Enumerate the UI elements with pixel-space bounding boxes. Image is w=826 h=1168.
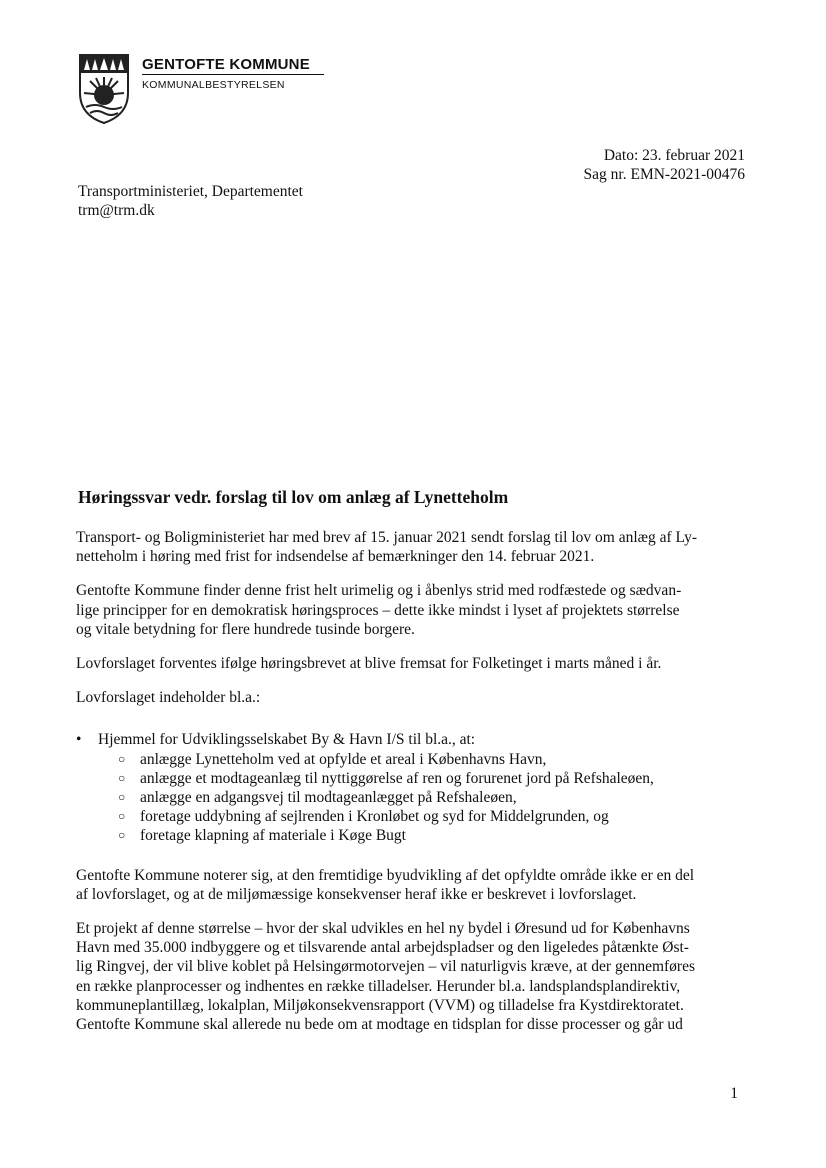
sub-list-item [118, 807, 748, 826]
document-title: Høringssvar vedr. forslag til lov om anlæg af Lynetteholm [78, 487, 509, 507]
text-line: og vitale betydning for flere hundrede tusinde borgere. [76, 620, 415, 638]
paragraph-6 [76, 919, 748, 1034]
sub-list-item [118, 788, 748, 807]
sub-list-item [118, 750, 748, 769]
paragraph-5 [76, 866, 748, 904]
text-line: en række planprocesser og indhentes en række tilladelser. Herunder bl.a. landsplandsplandirektiv, [76, 977, 681, 995]
sub-item-text: foretage klapning af materiale i Køge Bugt [140, 827, 406, 845]
text-line: kommuneplantillæg, lokalplan, Miljøkonsekvensrapport (VVM) og tilladelse fra Kystdirektoratet. [76, 996, 684, 1014]
sub-item-text: foretage uddybning af sejlrenden i Kronløbet og syd for Middelgrunden, og [140, 808, 609, 826]
circle-bullet-icon: ○ [118, 751, 126, 766]
bullet-text: Hjemmel for Udviklingsselskabet By & Havn I/S til bl.a., at: [98, 731, 476, 749]
paragraph-4 [76, 688, 748, 707]
circle-bullet-icon: ○ [118, 828, 126, 843]
paragraph-3 [76, 654, 748, 673]
sub-item-text: anlægge en adgangsvej til modtageanlægget på Refshaleøen, [140, 789, 517, 807]
document-meta [584, 146, 745, 184]
recipient-email: trm@trm.dk [78, 202, 155, 219]
text-line: Gentofte Kommune finder denne frist helt urimelig og i åbenlys strid med rodfæstede og sædvan- [76, 582, 682, 600]
text-line: Transport- og Boligministeriet har med brev af 15. januar 2021 sendt forslag til lov om anlæg af Ly- [76, 529, 698, 546]
bullet-list [76, 730, 748, 845]
document-date: Dato: 23. februar 2021 [603, 147, 745, 164]
text-line: Havn med 35.000 indbyggere og et tilsvarende antal arbejdspladser og den ligeledes påtænkte Øst- [76, 939, 689, 957]
document-body [76, 528, 748, 1049]
text-line: Et projekt af denne størrelse – hvor der skal udvikles en hel ny bydel i Øresund ud for Københavns [76, 920, 690, 938]
text-line: lige principper for en demokratisk høringsproces – dette ikke mindst i lyset af projektets størrelse [76, 601, 680, 619]
organization-name: GENTOFTE KOMMUNE [142, 56, 310, 73]
circle-bullet-icon: ○ [118, 809, 126, 824]
sub-list-item [118, 826, 748, 845]
text-line: Gentofte Kommune noterer sig, at den fremtidige byudvikling af det opfyldte område ikke er en del [76, 866, 695, 884]
page-number: 1 [730, 1085, 738, 1102]
organization-subtitle: KOMMUNALBESTYRELSEN [142, 79, 285, 91]
sub-item-text: anlægge Lynetteholm ved at opfylde et areal i Københavns Havn, [140, 750, 547, 768]
bullet-dot-icon: • [76, 731, 82, 749]
sub-item-text: anlægge et modtageanlæg til nyttiggørelse af ren og forurenet jord på Refshaleøen, [140, 769, 654, 787]
sub-list-item [118, 769, 748, 788]
circle-bullet-icon: ○ [118, 770, 126, 785]
municipality-coat-of-arms-logo [78, 53, 130, 125]
recipient-block [78, 182, 303, 220]
text-line: Lovforslaget forventes ifølge høringsbrevet at blive fremsat for Folketinget i marts måned i år. [76, 655, 662, 673]
sub-list [98, 750, 748, 846]
text-line: Lovforslaget indeholder bl.a.: [76, 689, 261, 707]
text-line: af lovforslaget, og at de miljømæssige konsekvenser heraf ikke er beskrevet i lovforslaget. [76, 885, 637, 903]
text-line: lig Ringvej, der vil blive koblet på Helsingørmotorvejen – vil naturligvis kræve, at der gennemføres [76, 958, 696, 976]
text-line: netteholm i høring med frist for indsendelse af bemærkninger den 14. februar 2021. [76, 548, 595, 566]
case-number: Sag nr. EMN-2021-00476 [583, 166, 745, 183]
paragraph-2 [76, 581, 748, 639]
circle-bullet-icon: ○ [118, 790, 126, 805]
bullet-item [76, 730, 748, 845]
recipient-name: Transportministeriet, Departementet [78, 183, 303, 200]
text-line: Gentofte Kommune skal allerede nu bede om at modtage en tidsplan for disse processer og går ud [76, 1016, 683, 1034]
paragraph-1 [76, 528, 748, 566]
header-divider [142, 74, 324, 75]
